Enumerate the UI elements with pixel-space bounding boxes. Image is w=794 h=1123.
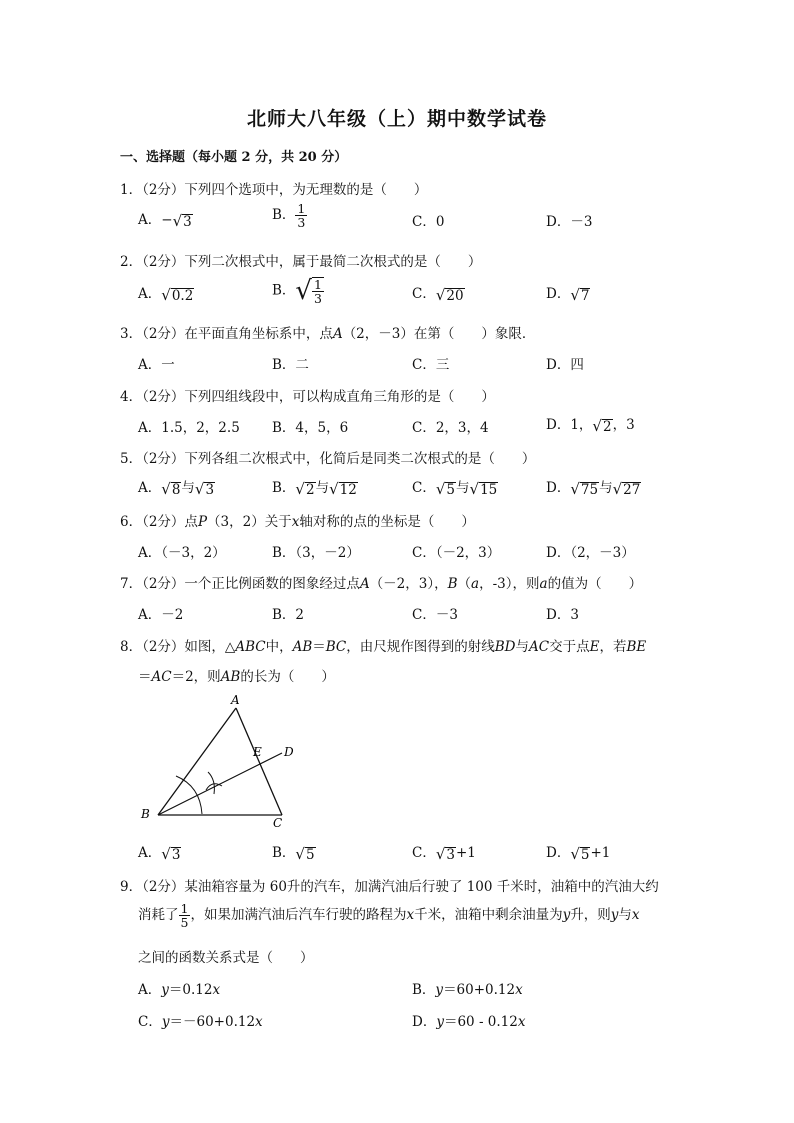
numerator: 1 [180,901,189,916]
q6-option-b[interactable]: B．（3，－2） [272,545,360,561]
question-number: 7． [120,576,143,592]
radicand: 27 [623,481,641,498]
q4-option-d[interactable] [546,413,635,435]
sqrt-expr: √3 [172,211,192,230]
option-label: D． [546,480,571,496]
question-stem: 中， [265,639,293,655]
question-9-line-1 [120,875,659,895]
variable: x [291,514,300,530]
ray-bd [158,753,282,815]
q9-option-c[interactable] [138,1010,263,1030]
question-stem: （2分）下列二次根式中，属于最简二次根式的是（ ） [142,254,482,270]
option-label: B． [272,207,296,224]
q6-option-d[interactable]: D．（2，－3） [546,545,635,561]
option-label: D． [546,286,571,302]
question-number: 6． [120,514,143,530]
variable: y [436,1014,444,1030]
sqrt-expr: √75 [570,479,599,498]
sqrt-expr: √7 [570,285,590,304]
variable: ABC [235,639,266,655]
option-label: C． [412,480,436,496]
question-stem: 消耗了 [138,907,179,924]
question-stem: （2分）下列四组线段中，可以构成直角三角形的是（ ） [142,389,495,405]
question-7 [120,572,642,592]
q2-option-c[interactable] [412,282,465,304]
radicand: 8 [171,481,181,498]
option-text: +1 [456,845,476,861]
question-stem: （2分）在平面直角坐标系中，点 [142,326,333,342]
variable: x [517,1014,526,1030]
question-number: 8． [120,639,143,655]
q4-option-c[interactable]: C．2，3，4 [412,420,489,436]
option-text: 与 [315,480,330,496]
denominator: 5 [180,915,189,931]
variable: E [589,639,600,655]
variable: AC [529,639,550,655]
q9-option-a[interactable] [138,978,220,998]
sqrt-expr: √2 [295,479,315,498]
question-5 [120,447,535,467]
question-stem: （2分）如图，△ [142,639,236,655]
side-ac [236,708,282,815]
question-stem: （2分）下列各组二次根式中，化简后是同类二次根式的是（ ） [142,451,536,467]
radicand: 12 [339,481,357,498]
question-stem: （2分）点 [142,514,198,530]
radicand: 5 [305,846,315,863]
question-3 [120,322,535,342]
denominator: 3 [314,291,322,306]
q2-option-a[interactable] [138,282,194,304]
question-stem: 的长为（ ） [240,669,335,685]
variable: BC [325,639,347,655]
sqrt-fraction: √ $\frac{1}{3}$ [295,276,322,306]
sqrt-expr: √3 [161,844,181,863]
sqrt-expr: √0.2 [161,285,194,304]
option-text: ＝60+0.12 [443,982,516,998]
radicand: 3 [171,846,181,863]
question-1 [120,178,427,198]
q5-option-c[interactable] [412,476,498,498]
option-label: A．− [138,212,173,228]
radicand: 3 [446,846,455,863]
numerator: 1 [297,201,306,216]
question-stem: 与 [515,639,530,655]
question-2 [120,250,481,270]
option-label: C． [138,1014,162,1030]
radicand: 2 [305,481,315,498]
question-number: 3． [120,326,143,342]
question-stem: ，如果加满汽油后汽车行驶的路程为 [190,907,407,924]
variable: AB [292,639,313,655]
q7-option-b[interactable]: B．2 [272,607,305,623]
option-text: 与 [599,480,613,496]
question-stem: ＝ [312,639,326,655]
radicand: 3 [205,481,215,498]
label-e: E [253,745,262,759]
variable: BE [626,639,647,655]
q3-option-d[interactable]: D．四 [546,357,584,373]
question-6 [120,510,475,530]
question-stem: 轴对称的点的坐标是（ ） [299,514,475,530]
variable: A [332,326,343,342]
question-number: 4． [120,389,143,405]
variable: a [539,576,548,592]
question-stem: （2，－3）在第（ ）象限． [342,326,536,342]
radicand: 0.2 [171,287,194,304]
label-c: C [273,816,283,830]
section-heading: 一、选择题（每小题 2 分，共 20 分） [120,150,348,165]
variable: y [161,982,169,998]
question-stem: ＝ [138,669,152,685]
q2-option-d[interactable] [546,282,590,304]
sqrt-expr: √3 [194,479,215,498]
option-label: A． [138,286,162,302]
question-8-line-2 [138,665,335,685]
q1-option-d[interactable]: D．－3 [546,214,593,230]
question-stem: ，由尺规作图得到的射线 [346,639,495,655]
question-stem: 千米，油箱中剩余油量为 [414,907,563,924]
q8-option-d[interactable] [546,841,610,863]
q7-option-d[interactable]: D．3 [546,607,579,623]
fraction [295,202,307,229]
variable: x [212,982,221,998]
sqrt-expr: √5 [295,844,315,863]
question-stem: ，若 [599,639,627,655]
exam-title: 北师大八年级（上）期中数学试卷 [246,108,547,130]
question-stem: （3，2）关于 [207,514,292,530]
q5-option-d[interactable] [546,476,641,498]
q9-option-d[interactable] [412,1010,525,1030]
variable: x [631,907,640,924]
q5-option-a[interactable] [138,476,215,498]
option-label: D． [546,845,571,861]
option-label: B． [272,480,296,496]
sqrt-expr: √5 [570,844,590,863]
option-label: A． [138,982,162,998]
variable: y [435,982,444,998]
side-ab [158,708,236,815]
q1-option-b[interactable] [272,202,307,229]
variable: A [359,576,370,592]
q4-option-a[interactable]: A．1.5，2，2.5 [138,420,240,436]
radicand: 15 [480,481,498,498]
sqrt-expr: √2 [592,416,612,435]
question-number: 1． [120,182,143,198]
fraction [179,902,191,929]
radicand: 5 [580,846,590,863]
option-label: D．1， [546,417,593,433]
option-label: B． [412,982,436,998]
q6-option-c[interactable]: C．（－2，3） [412,545,501,561]
variable: a [471,576,480,592]
option-label: A． [138,845,162,861]
question-stem: 升，则 [570,907,611,924]
variable: y [161,1014,170,1030]
variable: y [610,907,619,924]
sqrt-expr: √20 [435,285,464,304]
sqrt-expr: √8 [161,479,181,498]
variable: x [255,1014,263,1030]
variable: x [406,907,415,924]
q5-option-b[interactable] [272,476,358,498]
option-text: +1 [590,845,611,861]
q1-option-a[interactable] [138,208,193,230]
question-9-line-3: 之间的函数关系式是（ ） [138,950,314,966]
question-stem: （2分）某油箱容量为 60升的汽车，加满汽油后行驶了 100 千米时，油箱中的汽油大约 [142,879,659,895]
option-label: A． [138,480,162,496]
label-b: B [141,807,150,821]
question-stem: 交于点 [549,639,590,655]
variable: y [562,907,571,924]
question-number: 2． [120,254,143,270]
q9-option-b[interactable] [412,978,523,998]
sqrt-expr: √15 [469,479,498,498]
question-stem: （－2，3）， [369,576,448,592]
question-number: 9． [120,879,143,895]
question-8-line-1 [120,635,646,655]
option-text: ＝－60+0.12 [169,1014,256,1030]
sqrt-expr: √5 [435,479,455,498]
q7-option-a[interactable]: A．－2 [138,607,184,623]
sqrt-expr: √27 [612,479,641,498]
option-label: B． [272,282,296,299]
q4-option-b[interactable]: B．4，5，6 [272,420,349,436]
q8-option-a[interactable] [138,841,181,863]
radicand: 7 [580,287,590,304]
question-stem: ，-3），则 [479,576,540,592]
variable: AC [151,669,172,685]
triangle-figure [130,690,320,830]
radicand: 2 [602,418,612,435]
numerator: 1 [314,276,322,292]
question-stem: （2分）下列四个选项中，为无理数的是（ ） [142,182,428,198]
radicand: 75 [580,481,599,498]
q8-option-b[interactable] [272,841,316,863]
variable: P [197,514,208,530]
q6-option-a[interactable]: A．（－3，2） [138,545,226,561]
question-number: 5． [120,451,143,467]
variable: B [447,576,458,592]
option-label: C． [412,845,436,861]
question-stem: （2分）一个正比例函数的图象经过点 [142,576,360,592]
variable: x [515,982,523,998]
q3-option-b[interactable]: B．二 [272,357,309,373]
radicand: 5 [446,481,455,498]
construction-arc-mark-2 [208,772,214,794]
q2-option-b[interactable] [272,276,324,306]
question-stem: 与 [618,907,632,924]
option-label: C． [412,286,436,302]
radicand: 3 [183,213,192,230]
q3-option-a[interactable]: A．一 [138,357,175,373]
question-stem: ＝2，则 [171,669,221,685]
label-a: A [231,693,240,707]
option-text: ＝60 - 0.12 [443,1014,518,1030]
label-d: D [284,745,294,759]
q8-option-c[interactable] [412,841,476,863]
option-label: D． [412,1014,437,1030]
q7-option-c[interactable]: C．－3 [412,607,458,623]
option-text: ＝0.12 [168,982,213,998]
variable: AB [220,669,241,685]
option-label: B． [272,845,296,861]
option-text: ，3 [612,417,635,433]
question-4 [120,385,495,405]
radicand: 20 [446,287,464,304]
option-text: 与 [456,480,470,496]
variable: BD [494,639,516,655]
sqrt-expr: √3 [435,844,455,863]
denominator: 3 [297,215,306,231]
question-stem: （ [457,576,472,592]
q3-option-c[interactable]: C．三 [412,357,450,373]
question-9-line-2 [138,902,639,929]
question-stem: 的值为（ ） [547,576,643,592]
fraction [312,278,324,305]
sqrt-expr: √12 [329,479,357,498]
q1-option-c[interactable]: C．0 [412,214,445,230]
option-text: 与 [181,480,195,496]
